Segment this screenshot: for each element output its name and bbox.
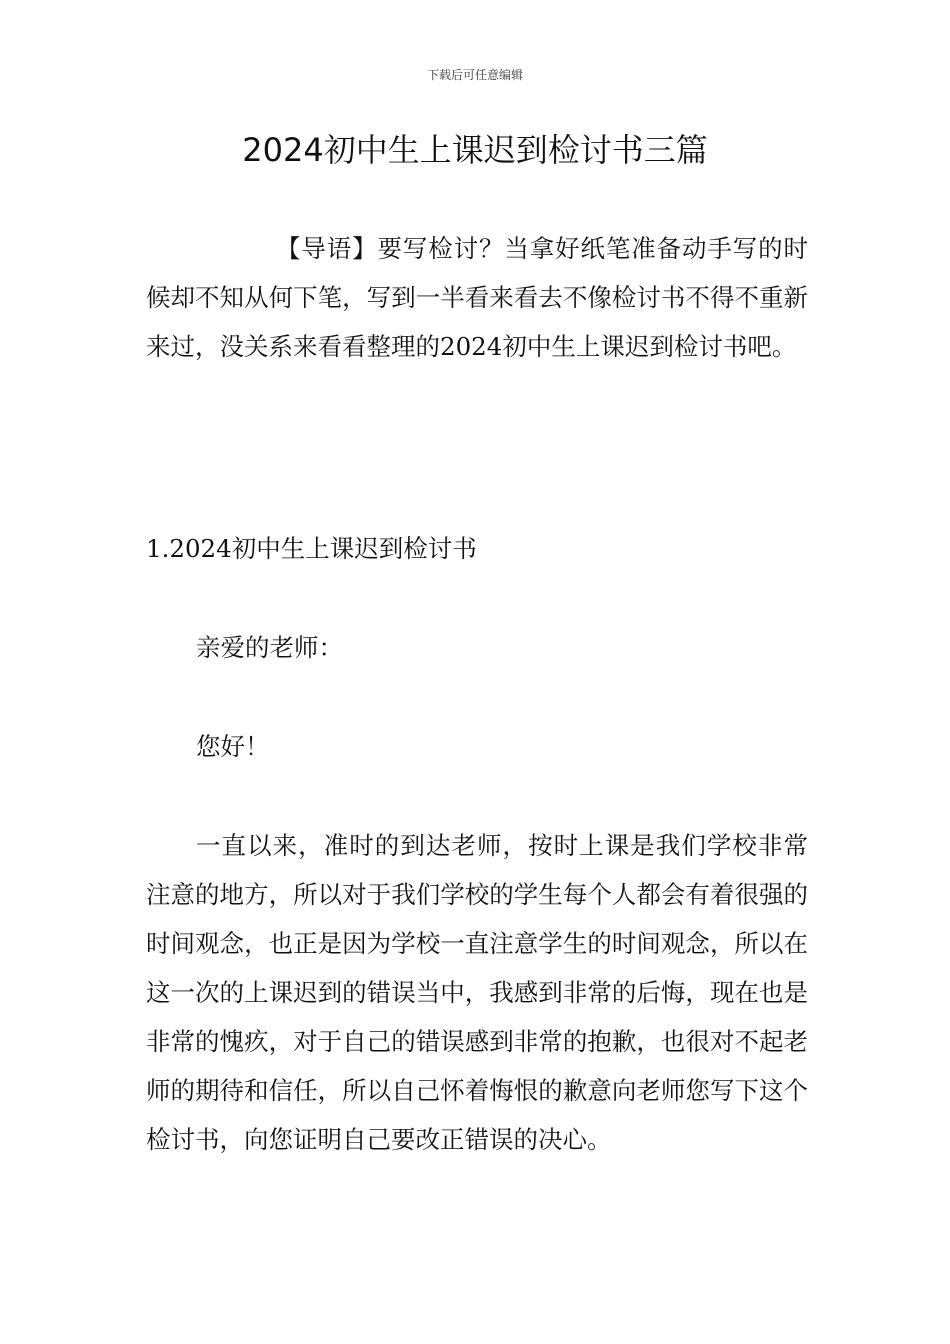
page-title: 2024初中生上课迟到检讨书三篇 — [242, 131, 708, 169]
body-paragraph: 一直以来，准时的到达老师，按时上课是我们学校非常注意的地方，所以对于我们学校的学生每个人都会有着很强的时间观念，也正是因为学校一直注意学生的时间观念，所以在这一次的上课迟到的错误当中，我感到非常的后悔，现在也是非常的愧疚，对于自己的错误感到非常的抱歉，也很对不起老师的期待和信任，所以自己怀着悔恨的歉意向老师您写下这个检讨书，向您证明自己要改正错误的决心。 — [146, 831, 808, 1154]
section-heading: 1.2024初中生上课迟到检讨书 — [146, 534, 477, 563]
salutation: 亲爱的老师： — [196, 633, 343, 662]
header-note: 下载后可任意编辑 — [426, 68, 523, 82]
intro-paragraph: 【导语】要写检讨？当拿好纸笔准备动手写的时候却不知从何下笔，写到一半看来看去不像检讨书不得不重新来过，没关系来看看整理的2024初中生上课迟到检讨书吧。 — [146, 234, 808, 361]
greeting: 您好！ — [196, 732, 270, 761]
